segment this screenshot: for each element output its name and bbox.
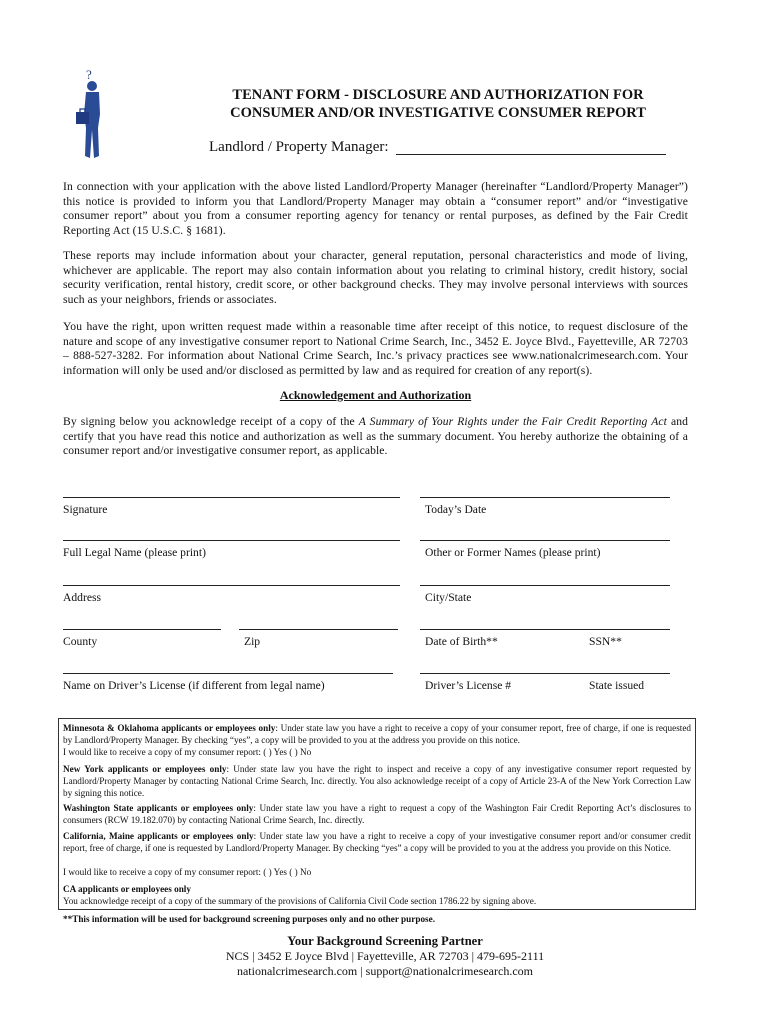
address-label: Address xyxy=(63,591,101,604)
landlord-label: Landlord / Property Manager: xyxy=(209,139,389,155)
mn-ok-text: : Under state law you have a right to receive a copy of your consumer report, free of charge, if one is requested by Landlord/Property Manager. By checking “yes”, a copy will be provided to you at the address you provide on this notice. xyxy=(63,723,691,745)
ca-me-notice xyxy=(63,831,691,855)
license-field[interactable] xyxy=(420,673,670,674)
name-on-license-field[interactable] xyxy=(63,673,393,674)
ca-only-heading: CA applicants or employees only xyxy=(63,884,191,894)
ssn-label: SSN** xyxy=(589,635,622,648)
full-name-field[interactable] xyxy=(63,540,400,541)
signature-field[interactable] xyxy=(63,497,400,498)
mn-ok-notice xyxy=(63,723,691,747)
footer-contact: nationalcrimesearch.com | support@nationalcrimesearch.com xyxy=(236,964,533,978)
acknowledgement-heading: Acknowledgement and Authorization xyxy=(279,388,472,402)
ca-only-text: You acknowledge receipt of a copy of the summary of the provisions of California Civil Code section 1786.22 by signing above. xyxy=(63,896,537,906)
signature-label: Signature xyxy=(63,503,108,516)
form-title-line1: TENANT FORM - DISCLOSURE AND AUTHORIZATION FOR xyxy=(232,87,644,103)
authorization-text-end: and certify that you have read this notice and authorization as well as the summary document. You hereby authorize the obtaining of a consumer report and/or investigative consumer report, as applicable. xyxy=(63,415,688,458)
county-label: County xyxy=(63,635,98,648)
ny-heading: New York applicants or employees only xyxy=(63,764,227,774)
ny-text: : Under state law you have the right to inspect and receive a copy of any investigative consumer report requested by Landlord/Property Manager by contacting National Crime Search, Inc. directly. You also acknowledge receipt of a copy of Article 23-A of the New York Correction Law by signing this notice. xyxy=(63,764,691,798)
ca-me-heading: California, Maine applicants or employees only xyxy=(63,831,254,841)
wa-text: : Under state law you have a right to request a copy of the Washington Fair Credit Reporting Act’s disclosures to consumers (RCW 19.182.070) by contacting National Crime Search, Inc. directly. xyxy=(63,803,691,825)
county-field[interactable] xyxy=(63,629,221,630)
zip-field[interactable] xyxy=(239,629,398,630)
footer-tagline: Your Background Screening Partner xyxy=(287,934,483,948)
license-number-label: Driver’s License # xyxy=(425,679,512,692)
form-title-line2: CONSUMER AND/OR INVESTIGATIVE CONSUMER REPORT xyxy=(230,105,646,121)
footnote: **This information will be used for background screening purposes only and no other purpose. xyxy=(63,914,435,924)
footer-address: NCS | 3452 E Joyce Blvd | Fayetteville, AR 72703 | 479-695-2111 xyxy=(225,949,545,963)
full-name-label: Full Legal Name (please print) xyxy=(63,546,206,559)
svg-text:?: ? xyxy=(86,68,92,82)
todays-date-label: Today’s Date xyxy=(425,503,487,516)
dob-label: Date of Birth** xyxy=(425,635,498,648)
other-names-label: Other or Former Names (please print) xyxy=(425,546,601,559)
state-issued-label: State issued xyxy=(589,679,645,692)
ca-me-text: : Under state law you have a right to receive a copy of your investigative consumer report and/or consumer credit report, free of charge, if one is requested by Landlord/Property Manager. By checking “yes” a copy will be provided to you at the address you provide on this Notice. xyxy=(63,831,692,853)
landlord-field[interactable] xyxy=(396,154,666,155)
ca-me-copy-request[interactable]: I would like to receive a copy of my consumer report: ( ) Yes ( ) No xyxy=(63,867,312,877)
ny-notice xyxy=(63,764,691,799)
mn-ok-copy-request[interactable]: I would like to receive a copy of my consumer report: ( ) Yes ( ) No xyxy=(63,747,312,757)
name-on-license-label: Name on Driver’s License (if different from legal name) xyxy=(63,679,325,692)
company-logo xyxy=(72,68,112,164)
rights-paragraph: You have the right, upon written request made within a reasonable time after receipt of this notice, to request disclosure of the nature and scope of any investigative consumer report to National Crime Search, Inc., 3452 E. Joyce Blvd., Fayetteville, AR 72703 – 888-527-3282. For information about National Crime Search, Inc.’s privacy practices see www.nationalcrimesearch.com. Your information will only be used and/or disclosed as permitted by law and as required for creation of any report(s). xyxy=(63,320,688,377)
other-names-field[interactable] xyxy=(420,540,670,541)
authorization-paragraph xyxy=(63,415,688,459)
address-field[interactable] xyxy=(63,585,400,586)
fcra-summary-title: A Summary of Your Rights under the Fair Credit Reporting Act xyxy=(358,415,667,428)
intro-paragraph: In connection with your application with the above listed Landlord/Property Manager (hereinafter “Landlord/Property Manager”) this notice is provided to inform you that Landlord/Property Manager may obtain a “consumer report” and/or “investigative consumer report” about you from a consumer reporting agency for tenancy or rental purposes, as defined by the Fair Credit Reporting Act (15 U.S.C. § 1681). xyxy=(63,180,688,237)
city-state-label: City/State xyxy=(425,591,472,604)
authorization-text-start: By signing below you acknowledge receipt of a copy of the xyxy=(63,415,359,428)
city-state-field[interactable] xyxy=(420,585,670,586)
zip-label: Zip xyxy=(244,635,261,648)
wa-notice xyxy=(63,803,691,827)
wa-heading: Washington State applicants or employees only xyxy=(63,803,254,813)
report-content-paragraph: These reports may include information about your character, general reputation, personal characteristics and mode of living, whichever are applicable. The report may also contain information about you relating to criminal history, credit history, social security verification, rental history, credit score, or other background checks. They may involve personal interviews with sources such as your neighbors, friends or associates. xyxy=(63,249,688,306)
dob-ssn-field[interactable] xyxy=(420,629,670,630)
mn-ok-heading: Minnesota & Oklahoma applicants or employees only xyxy=(63,723,276,733)
todays-date-field[interactable] xyxy=(420,497,670,498)
